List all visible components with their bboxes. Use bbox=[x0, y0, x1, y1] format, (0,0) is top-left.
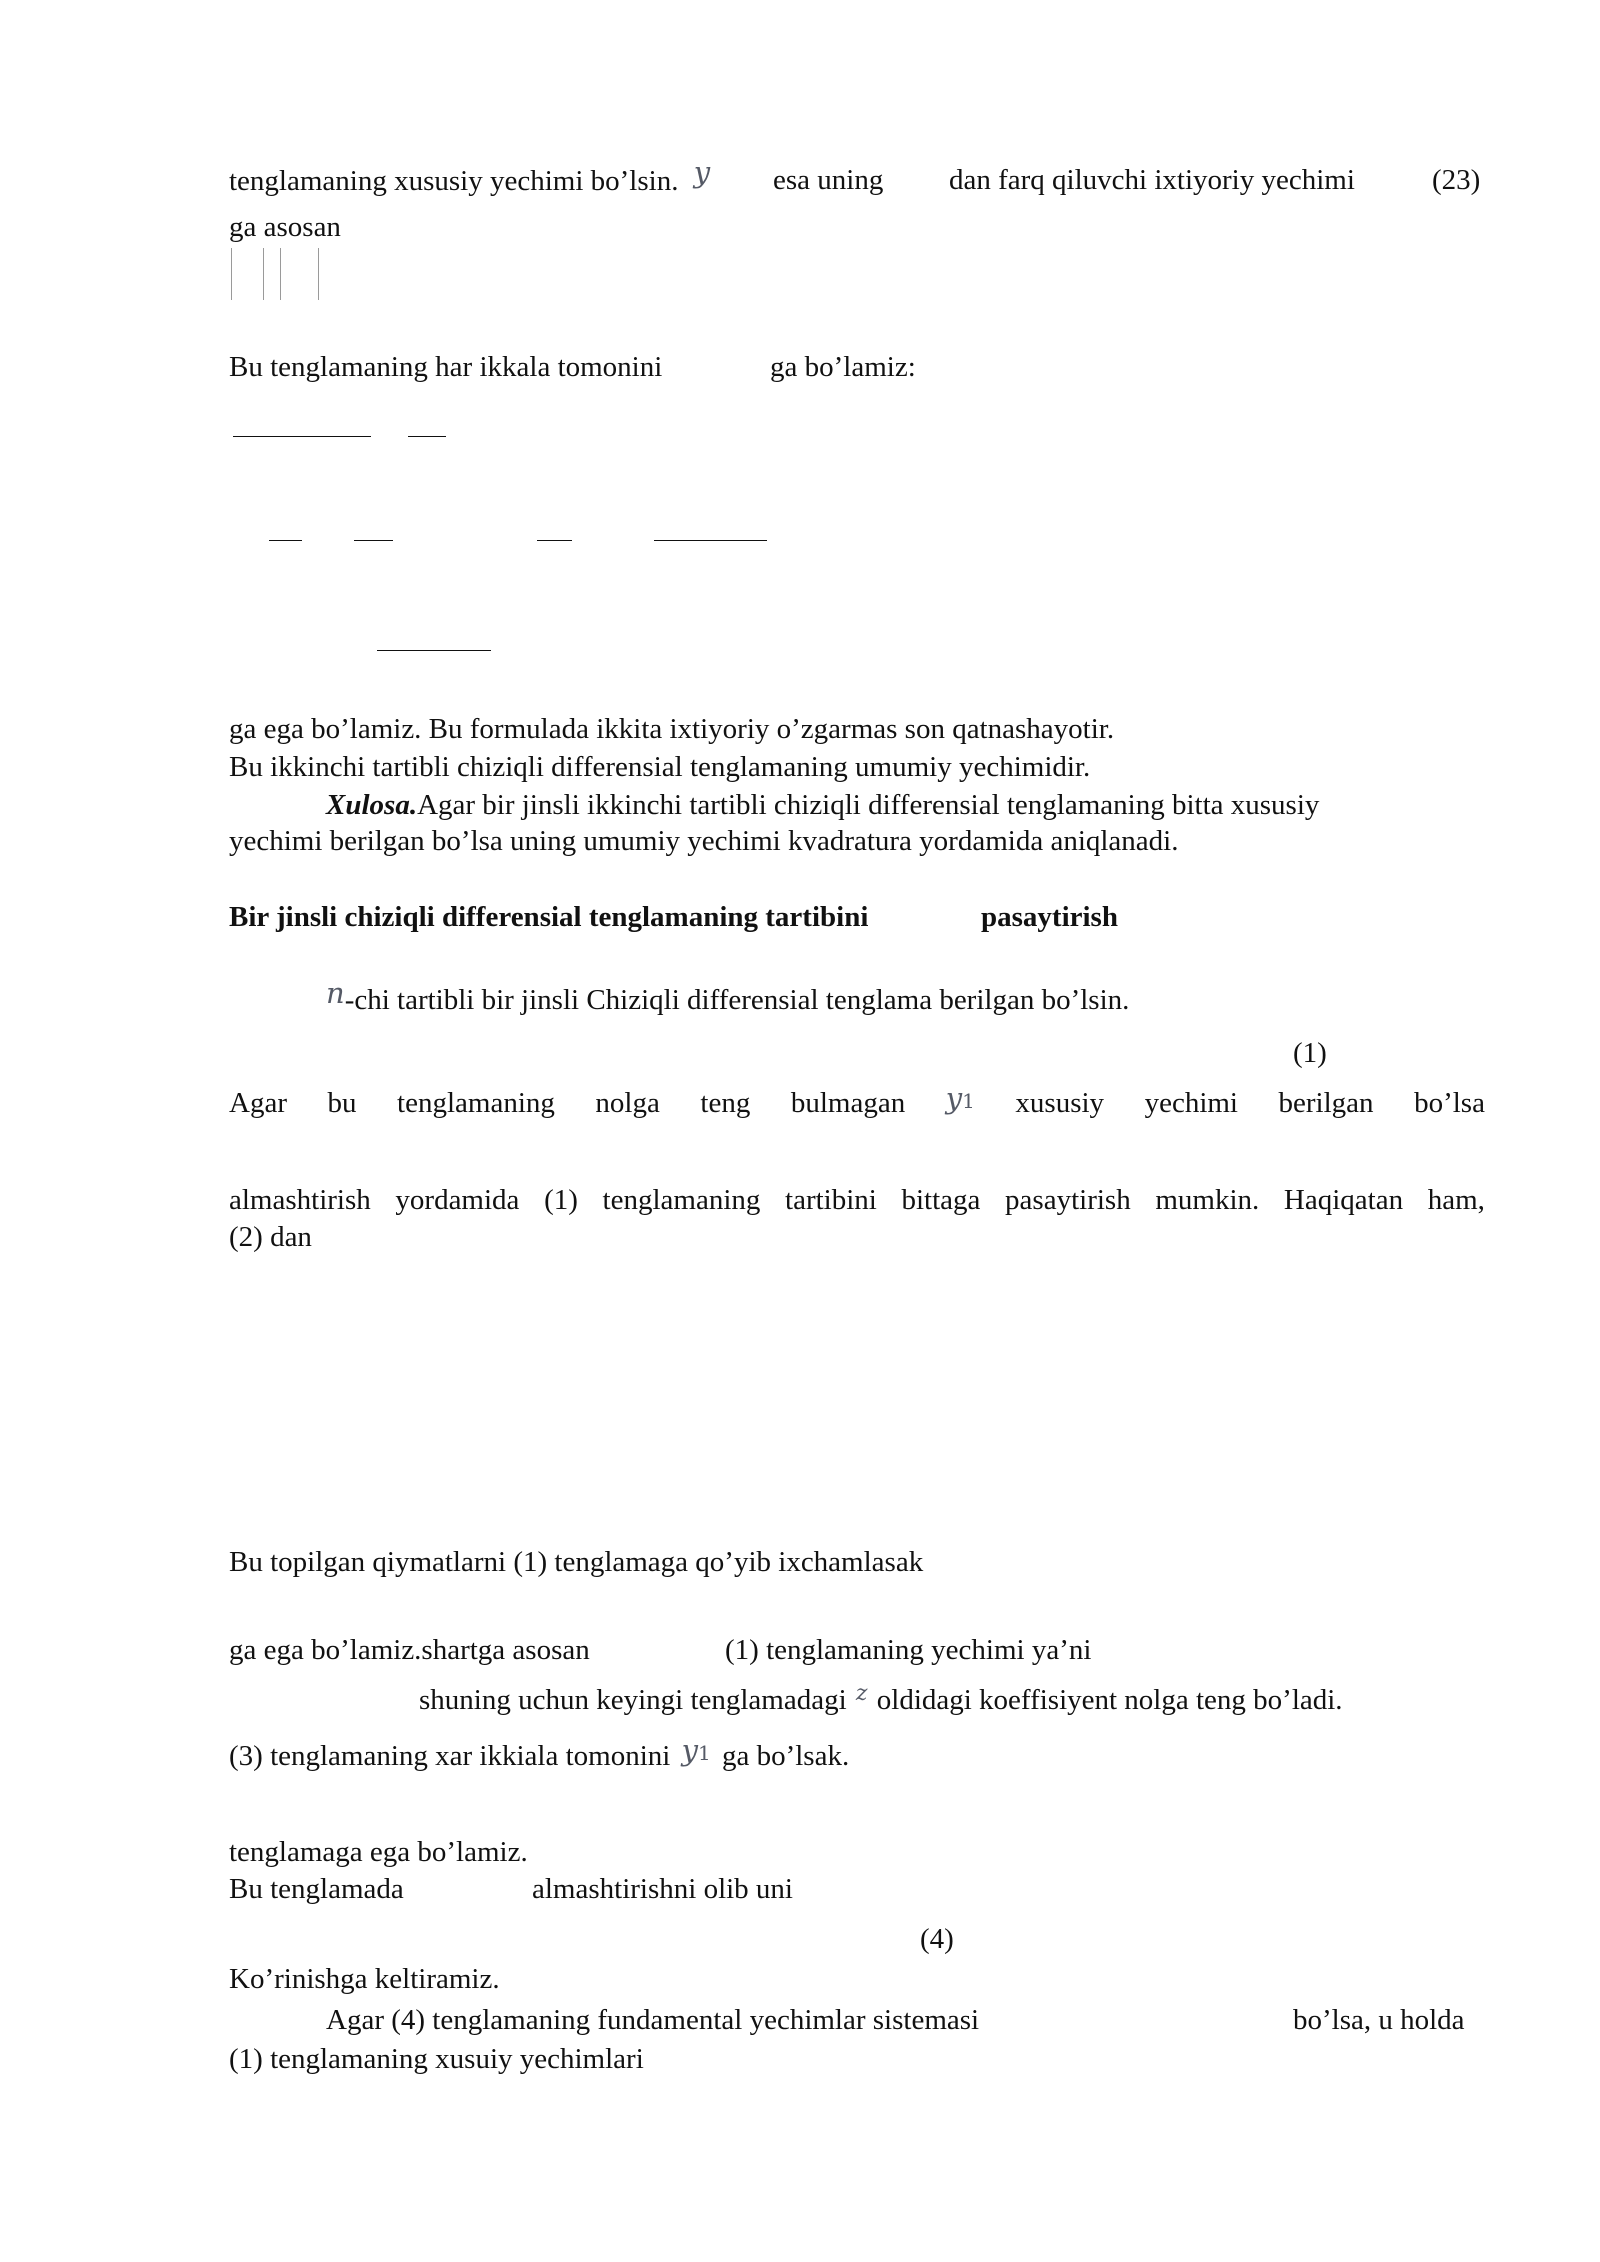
text-fragment: Agar (4) tenglamaning fundamental yechimlar sistemasi bbox=[326, 2004, 980, 2036]
word: bu bbox=[327, 1087, 357, 1119]
text-line bbox=[326, 2003, 979, 2038]
fraction-bar bbox=[233, 436, 371, 437]
conclusion-line bbox=[326, 788, 1485, 823]
text-line bbox=[229, 1545, 923, 1580]
equation-number-text: (4) bbox=[920, 1923, 954, 1955]
text-line bbox=[229, 712, 1114, 747]
text-line bbox=[229, 1220, 312, 1255]
var-subscript: 1 bbox=[697, 1741, 711, 1765]
text-fragment: Bu tenglamaning har ikkala tomonini bbox=[229, 351, 663, 383]
conclusion-label: Xulosa. bbox=[326, 789, 418, 821]
text-fragment: bo’lsa, u holda bbox=[1293, 2004, 1465, 2036]
fraction-bar bbox=[354, 540, 393, 541]
var-subscript: 1 bbox=[962, 1089, 975, 1113]
text-line bbox=[419, 1683, 1343, 1718]
section-heading bbox=[229, 900, 868, 935]
text-line bbox=[770, 350, 916, 385]
text-line bbox=[229, 2042, 644, 2077]
word: tenglamaning bbox=[397, 1087, 555, 1119]
word: tenglamaning bbox=[602, 1184, 761, 1216]
word: teng bbox=[700, 1087, 751, 1119]
fraction-bar bbox=[537, 540, 572, 541]
word: xususiy bbox=[1015, 1087, 1105, 1119]
text-fragment: ga asosan bbox=[229, 211, 341, 243]
fraction-bar bbox=[654, 540, 767, 541]
text-fragment: Bu tenglamada bbox=[229, 1873, 404, 1905]
text-line bbox=[229, 1835, 528, 1870]
math-variable-n: n bbox=[326, 976, 345, 1010]
word: nolga bbox=[595, 1087, 660, 1119]
text-fragment: tenglamaga ega bo’lamiz. bbox=[229, 1836, 528, 1868]
text-line bbox=[229, 824, 1178, 859]
text-line bbox=[773, 163, 883, 198]
text-fragment: -chi tartibli bir jinsli Chiziqli differensial tenglama berilgan bo’lsin. bbox=[344, 984, 1130, 1016]
abs-bar bbox=[280, 248, 281, 300]
text-fragment: dan farq qiluvchi ixtiyoriy yechimi bbox=[949, 164, 1355, 196]
section-heading bbox=[981, 900, 1118, 935]
abs-bar bbox=[318, 248, 319, 300]
text-fragment: Bu topilgan qiymatlarni (1) tenglamaga qo’yib ixchamlasak bbox=[229, 1546, 924, 1578]
word: (1) bbox=[544, 1184, 578, 1216]
text-line bbox=[229, 210, 341, 245]
text-line bbox=[532, 1872, 793, 1907]
fraction-bar bbox=[269, 540, 302, 541]
abs-bar bbox=[263, 248, 264, 300]
math-variable-y1 bbox=[946, 1081, 975, 1116]
text-fragment: shuning uchun keyingi tenglamadagi bbox=[419, 1684, 847, 1716]
heading-text: pasaytirish bbox=[981, 901, 1118, 933]
text-fragment: ga ega bo’lamiz. Bu formulada ikkita ixtiyoriy o’zgarmas son qatnashayotir. bbox=[229, 713, 1115, 745]
text-fragment: (3) tenglamaning xar ikkiala tomonini bbox=[229, 1740, 671, 1772]
word: bittaga bbox=[901, 1184, 981, 1216]
var-letter: y bbox=[945, 1081, 963, 1115]
equation-number bbox=[1432, 163, 1480, 198]
word: Agar bbox=[229, 1087, 287, 1119]
text-fragment: esa uning bbox=[773, 164, 884, 196]
text-fragment: yechimi berilgan bo’lsa uning umumiy yechimi kvadratura yordamida aniqlanadi. bbox=[229, 825, 1179, 857]
text-line bbox=[229, 1633, 590, 1668]
text-line bbox=[229, 1962, 500, 1997]
text-fragment: ga bo’lsak. bbox=[721, 1740, 850, 1772]
word: bulmagan bbox=[790, 1087, 906, 1119]
equation-number bbox=[920, 1922, 954, 1957]
word: Haqiqatan bbox=[1283, 1184, 1404, 1216]
text-fragment: oldidagi koeffisiyent nolga teng bo’ladi. bbox=[876, 1684, 1343, 1716]
text-fragment: Bu ikkinchi tartibli chiziqli differensial tenglamaning umumiy yechimidir. bbox=[229, 751, 1091, 783]
text-line bbox=[229, 155, 711, 199]
justified-line bbox=[229, 1183, 1485, 1218]
text-fragment: Ko’rinishga keltiramiz. bbox=[229, 1963, 500, 1995]
text-line bbox=[229, 1733, 850, 1774]
text-line bbox=[949, 163, 1355, 198]
text-fragment: tenglamaning xususiy yechimi bo’lsin. bbox=[229, 165, 679, 197]
text-fragment: (1) tenglamaning xusuiy yechimlari bbox=[229, 2043, 644, 2075]
word: ham, bbox=[1427, 1184, 1485, 1216]
fraction-bar bbox=[377, 650, 491, 651]
word: bo’lsa bbox=[1414, 1087, 1485, 1119]
abs-bar bbox=[231, 248, 232, 300]
text-fragment: (2) dan bbox=[229, 1221, 312, 1253]
word: almashtirish bbox=[229, 1184, 371, 1216]
word: berilgan bbox=[1278, 1087, 1374, 1119]
conclusion-start bbox=[326, 788, 1319, 823]
word: tartibini bbox=[785, 1184, 877, 1216]
text-line bbox=[229, 350, 662, 385]
math-variable-y1 bbox=[682, 1733, 711, 1767]
word: pasaytirish bbox=[1005, 1184, 1131, 1216]
text-fragment: Agar bir jinsli ikkinchi tartibli chiziqli differensial tenglamaning bitta xususiy bbox=[417, 789, 1320, 821]
word: mumkin. bbox=[1155, 1184, 1260, 1216]
text-line bbox=[229, 750, 1090, 785]
heading-text: Bir jinsli chiziqli differensial tenglamaning tartibini bbox=[229, 901, 869, 933]
fraction-bar bbox=[408, 436, 446, 437]
math-variable-y: y bbox=[693, 155, 711, 189]
text-line bbox=[326, 976, 1130, 1018]
text-line bbox=[229, 1872, 404, 1907]
justified-line bbox=[229, 1081, 1485, 1121]
text-fragment: (1) tenglamaning yechimi ya’ni bbox=[725, 1634, 1092, 1666]
text-fragment: ga ega bo’lamiz.shartga asosan bbox=[229, 1634, 590, 1666]
word: yechimi bbox=[1144, 1087, 1238, 1119]
text-line bbox=[725, 1633, 1091, 1668]
var-letter: y bbox=[681, 1733, 698, 1767]
equation-number-text: (23) bbox=[1432, 164, 1481, 196]
math-variable-z: z bbox=[855, 1681, 868, 1706]
text-fragment: ga bo’lamiz: bbox=[770, 351, 916, 383]
equation-number-text: (1) bbox=[1293, 1037, 1327, 1069]
equation-number bbox=[1293, 1036, 1327, 1071]
word: yordamida bbox=[395, 1184, 520, 1216]
text-line bbox=[1293, 2003, 1465, 2038]
text-fragment: almashtirishni olib uni bbox=[532, 1873, 793, 1905]
